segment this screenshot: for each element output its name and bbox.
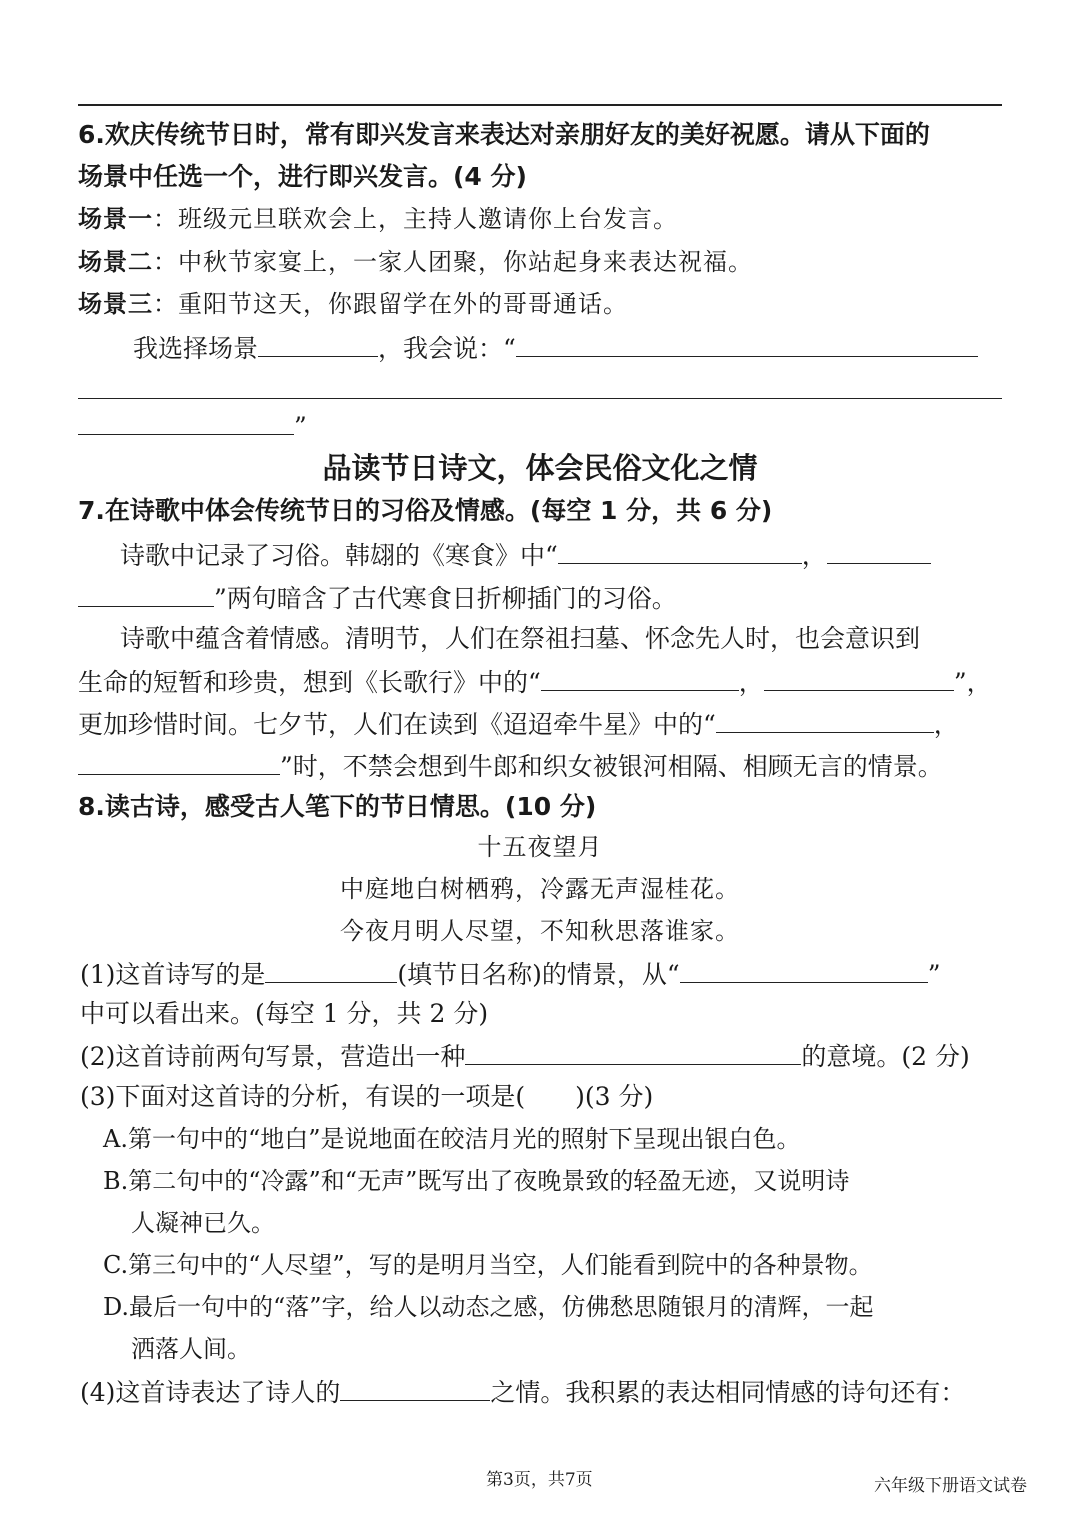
top-rule <box>78 104 1002 106</box>
poem-line-blank[interactable] <box>680 956 928 983</box>
q6-scene1 <box>78 202 678 236</box>
tiaotiao-blank-1[interactable] <box>716 706 934 733</box>
sub4-text-b: 之情。我积累的表达相同情感的诗句还有： <box>490 1378 966 1407</box>
q7-p1-line2 <box>78 580 677 616</box>
sub4-text-a: (4)这首诗表达了诗人的 <box>80 1378 341 1407</box>
q7-p2-line2-end: ”， <box>953 668 992 697</box>
hanshi-blank-2b[interactable] <box>78 580 214 607</box>
option-d-line2: 洒落人间。 <box>131 1335 251 1363</box>
exam-name: 六年级下册语文试卷 <box>874 1476 1027 1496</box>
q7-p1-comma: ， <box>801 541 827 570</box>
q6-answer-end <box>78 408 307 444</box>
scene1-label: 场景一 <box>78 204 153 233</box>
q7-p2-line3-end: ， <box>933 710 959 739</box>
q7-p2-line2 <box>78 664 992 700</box>
section-title: 品读节日诗文，体会民俗文化之情 <box>322 451 758 485</box>
q7-p2-line3 <box>78 706 959 742</box>
q6-stem-line2: 场景中任选一个，进行即兴发言。(4 分) <box>78 162 527 191</box>
q8-sub4 <box>80 1374 965 1410</box>
hanshi-blank-2a[interactable] <box>827 537 931 564</box>
scene2-label: 场景二 <box>78 247 153 276</box>
option-b-line1[interactable]: B.第二句中的“冷露”和“无声”既写出了夜晚景致的轻盈无迹，又说明诗 <box>103 1167 850 1195</box>
scene3-text: ：重阳节这天，你跟留学在外的哥哥通话。 <box>153 290 628 318</box>
speech-blank-2[interactable] <box>78 398 1002 399</box>
close-quote: ” <box>294 412 307 441</box>
page-number: 第3页，共7页 <box>486 1470 593 1490</box>
q7-p2-text-a: 生命的短暂和珍贵，想到《长歌行》中的“ <box>78 668 541 697</box>
emotion-blank[interactable] <box>340 1374 490 1401</box>
q6-stem-line1: 6.欢庆传统节日时，常有即兴发言来表达对亲朋好友的美好祝愿。请从下面的 <box>78 120 930 149</box>
option-a[interactable]: A.第一句中的“地白”是说地面在皎洁月光的照射下呈现出银白色。 <box>103 1125 801 1153</box>
option-d-line1[interactable]: D.最后一句中的“落”字，给人以动态之感，仿佛愁思随银月的清辉，一起 <box>103 1293 874 1321</box>
q8-sub2 <box>80 1038 970 1074</box>
scene-choice-blank[interactable] <box>258 330 378 357</box>
sub1-text-b: (填节日名称)的情景，从“ <box>397 960 680 989</box>
q8-sub1-line1 <box>80 956 941 992</box>
option-c[interactable]: C.第三句中的“人尽望”，写的是明月当空，人们能看到院中的各种景物。 <box>103 1251 873 1279</box>
speech-blank-3[interactable] <box>78 408 294 435</box>
answer-prefix: 我选择场景 <box>133 334 259 363</box>
option-b-line2: 人凝神已久。 <box>131 1209 275 1237</box>
q7-p1-text-a: 诗歌中记录了习俗。韩翃的《寒食》中“ <box>120 541 558 570</box>
scene2-text: ：中秋节家宴上，一家人团聚，你站起身来表达祝福。 <box>153 248 753 276</box>
q6-scene2 <box>78 245 753 279</box>
sub2-text-a: (2)这首诗前两句写景，营造出一种 <box>80 1042 466 1071</box>
q6-scene3 <box>78 287 628 321</box>
sub1-end-quote: ” <box>927 960 941 989</box>
changgexing-blank-2[interactable] <box>764 664 954 691</box>
changgexing-blank-1[interactable] <box>541 664 739 691</box>
poem-title: 十五夜望月 <box>477 833 603 861</box>
answer-mid: ，我会说：“ <box>378 334 516 363</box>
speech-blank-1[interactable] <box>516 330 978 357</box>
hanshi-blank-1[interactable] <box>558 537 802 564</box>
q7-p2-text-d: ”时，不禁会想到牛郎和织女被银河相隔、相顾无言的情景。 <box>280 752 943 781</box>
q7-p2-line4 <box>78 748 943 784</box>
festival-name-blank[interactable] <box>265 956 397 983</box>
poem-line-1: 中庭地白树栖鸦，冷露无声湿桂花。 <box>340 875 740 903</box>
q8-title: 8.读古诗，感受古人笔下的节日情思。(10 分) <box>78 792 597 821</box>
poem-line-2: 今夜月明人尽望，不知秋思落谁家。 <box>340 917 740 945</box>
q7-p2-line1: 诗歌中蕴含着情感。清明节，人们在祭祖扫墓、怀念先人时，也会意识到 <box>120 624 921 653</box>
tiaotiao-blank-2[interactable] <box>78 748 280 775</box>
q8-sub3: (3)下面对这首诗的分析，有误的一项是( )(3 分) <box>80 1082 654 1111</box>
scene3-label: 场景三 <box>78 289 153 318</box>
sub1-text-a: (1)这首诗写的是 <box>80 960 266 989</box>
q7-p1-text-b: ”两句暗含了古代寒食日折柳插门的习俗。 <box>214 584 677 613</box>
q7-p2-text-c: 更加珍惜时间。七夕节，人们在读到《迢迢牵牛星》中的“ <box>78 710 716 739</box>
q7-p1-line1 <box>120 537 931 573</box>
scene1-text: ：班级元旦联欢会上，主持人邀请你上台发言。 <box>153 205 678 233</box>
q8-sub1-line2: 中可以看出来。(每空 1 分，共 2 分) <box>80 999 489 1028</box>
sub2-text-b: 的意境。(2 分) <box>801 1042 970 1071</box>
q7-title: 7.在诗歌中体会传统节日的习俗及情感。(每空 1 分，共 6 分) <box>78 496 773 525</box>
mood-blank[interactable] <box>465 1038 801 1065</box>
q6-answer-line <box>133 330 978 366</box>
q7-p2-comma: ， <box>738 668 764 697</box>
